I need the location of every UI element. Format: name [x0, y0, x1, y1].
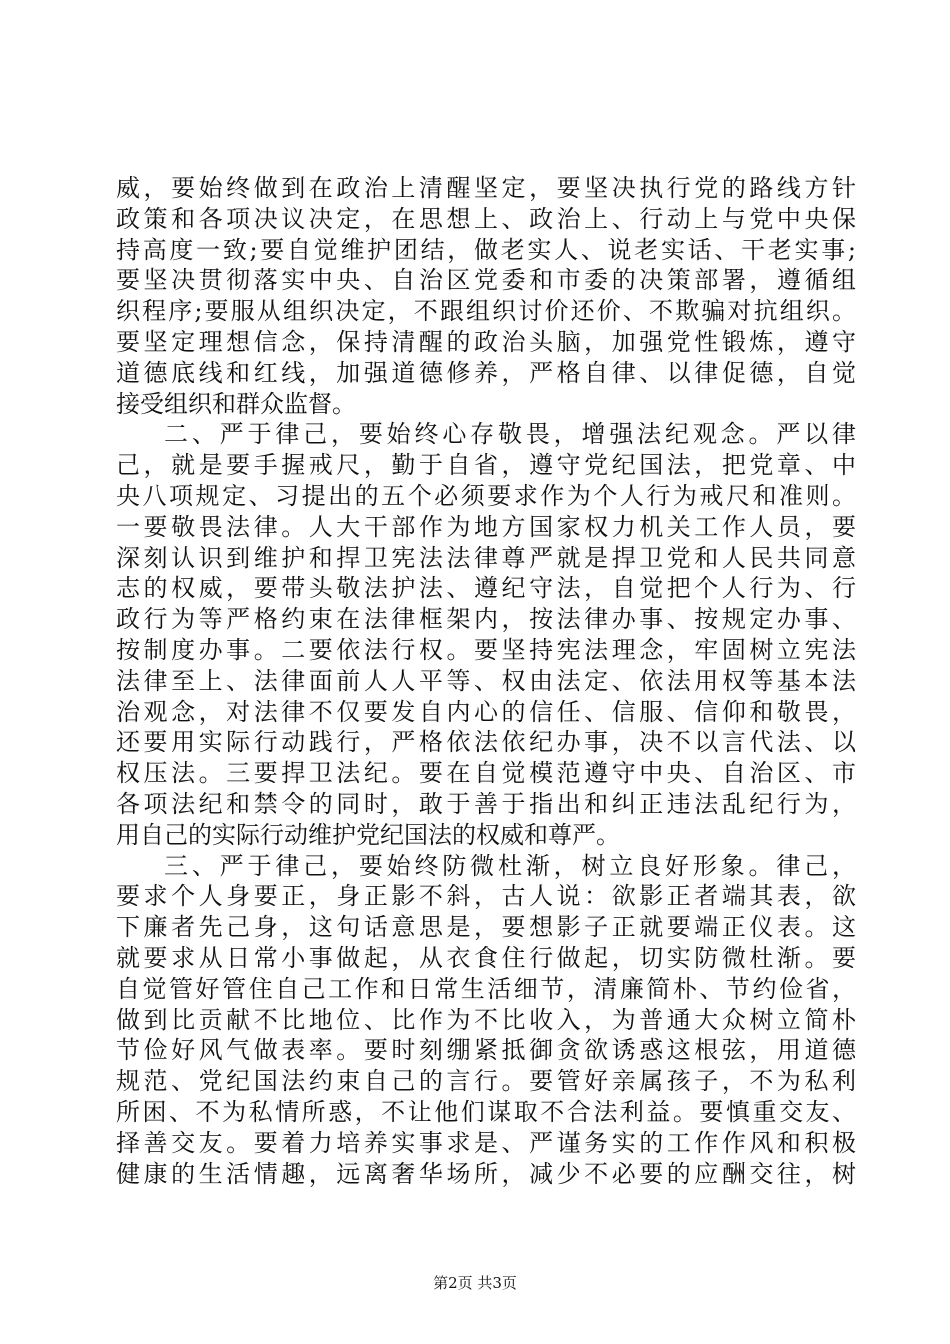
text-line: 政策和各项决议决定，在思想上、政治上、行动上与党中央保	[116, 204, 856, 233]
text-line: 央八项规定、习提出的五个必须要求作为个人行为戒尺和准则。	[116, 481, 856, 510]
text-line: 要求个人身要正，身正影不斜，古人说：欲影正者端其表，欲	[116, 882, 856, 911]
text-line: 自觉管好管住自己工作和日常生活细节，清廉简朴、节约俭省，	[116, 974, 856, 1003]
text-line: 法律至上、法律面前人人平等、权由法定、依法用权等基本法	[116, 666, 856, 695]
text-line: 按制度办事。二要依法行权。要坚持宪法理念，牢固树立宪法	[116, 635, 856, 664]
text-line: 道德底线和红线，加强道德修养，严格自律、以律促德，自觉	[116, 358, 856, 387]
text-line: 所困、不为私情所惑，不让他们谋取不合法利益。要慎重交友、	[116, 1097, 856, 1126]
text-line: 威，要始终做到在政治上清醒坚定，要坚决执行党的路线方针	[116, 174, 856, 202]
text-line: 做到比贡献不比地位、比作为不比收入，为普通大众树立简朴	[116, 1005, 856, 1034]
text-line: 择善交友。要着力培养实事求是、严谨务实的工作作风和积极	[116, 1128, 856, 1157]
text-line: 政行为等严格约束在法律框架内，按法律办事、按规定办事、	[116, 605, 856, 634]
text-line: 用自己的实际行动维护党纪国法的权威和尊严。	[116, 820, 620, 849]
text-line: 健康的生活情趣，远离奢华场所，减少不必要的应酬交往，树	[116, 1159, 856, 1188]
text-line: 三、严于律己，要始终防微杜渐，树立良好形象。律己，	[164, 851, 856, 880]
text-line: 二、严于律己，要始终心存敬畏，增强法纪观念。严以律	[164, 420, 856, 449]
text-line: 接受组织和群众监督。	[116, 389, 356, 418]
text-line: 还要用实际行动践行，严格依法依纪办事，决不以言代法、以	[116, 728, 856, 757]
text-line: 权压法。三要捍卫法纪。要在自觉模范遵守中央、自治区、市	[116, 759, 856, 788]
text-line: 规范、党纪国法约束自己的言行。要管好亲属孩子，不为私利	[116, 1067, 856, 1096]
text-line: 要坚定理想信念，保持清醒的政治头脑，加强党性锻炼，遵守	[116, 327, 856, 356]
body-text	[116, 173, 856, 1189]
text-line: 就要求从日常小事做起，从衣食住行做起，切实防微杜渐。要	[116, 943, 856, 972]
text-line: 节俭好风气做表率。要时刻绷紧抵御贪欲诱惑这根弦，用道德	[116, 1036, 856, 1065]
text-line: 治观念，对法律不仅要发自内心的信任、信服、信仰和敬畏，	[116, 697, 856, 726]
text-line: 一要敬畏法律。人大干部作为地方国家权力机关工作人员，要	[116, 512, 856, 541]
text-line: 织程序;要服从组织决定，不跟组织讨价还价、不欺骗对抗组织。	[116, 297, 856, 326]
page-footer: 第2页 共3页	[433, 1274, 517, 1292]
text-line: 深刻认识到维护和捍卫宪法法律尊严就是捍卫党和人民共同意	[116, 543, 856, 572]
text-line: 下廉者先己身，这句话意思是，要想影子正就要端正仪表。这	[116, 913, 856, 942]
text-line: 持高度一致;要自觉维护团结，做老实人、说老实话、干老实事;	[116, 235, 856, 264]
text-line: 志的权威，要带头敬法护法、遵纪守法，自觉把个人行为、行	[116, 574, 856, 603]
text-line: 各项法纪和禁令的同时，敢于善于指出和纠正违法乱纪行为，	[116, 789, 856, 818]
text-line: 己，就是要手握戒尺，勤于自省，遵守党纪国法，把党章、中	[116, 451, 856, 480]
text-line: 要坚决贯彻落实中央、自治区党委和市委的决策部署，遵循组	[116, 266, 856, 295]
